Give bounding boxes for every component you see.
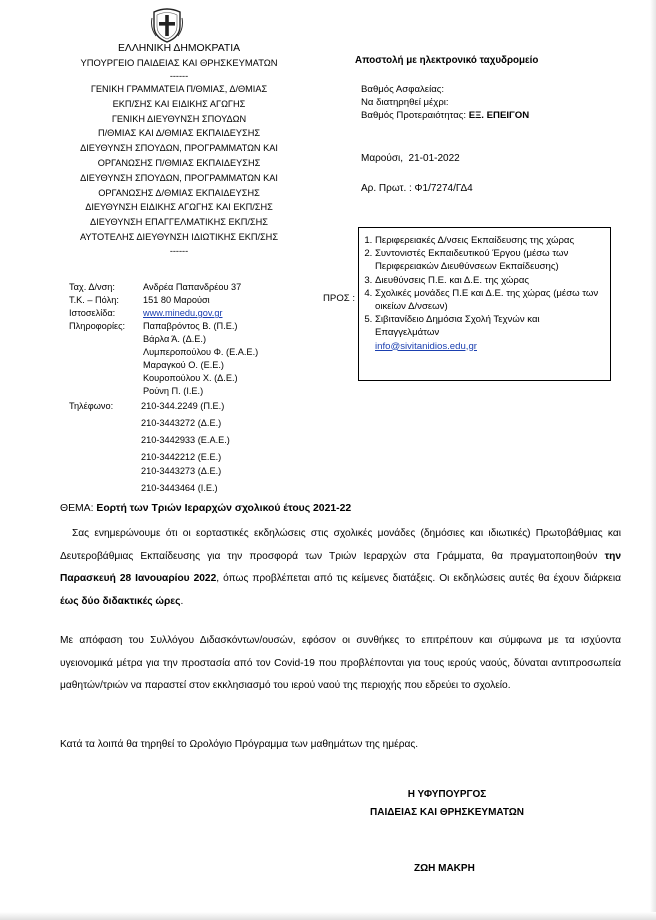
department-line: ΑΥΤΟΤΕΛΗΣ ΔΙΕΥΘΥΝΣΗ ΙΔΙΩΤΙΚΗΣ ΕΚΠ/ΣΗΣ — [79, 231, 279, 242]
priority-label: Βαθμός Προτεραιότητας: — [361, 110, 467, 121]
recipient-email-link[interactable]: info@sivitanidios.edu,gr — [375, 340, 477, 352]
body-paragraph: Κατά τα λοιπά θα τηρηθεί το Ωρολόγιο Πρόγραμμα των μαθημάτων της ημέρας. — [60, 739, 419, 750]
body-paragraph: Με απόφαση του Συλλόγου Διδασκόντων/ουσών, εφόσον οι συνθήκες το επιτρέπουν και σύμφωνα με τα ισχύοντα υγειονομικά μέτρα για την προστασία από τον Covid-19 που προβλέπονται για τους ιερούς ναούς, δύναται αντιπροσωπεία μαθητών/τριών να παραστεί στον εκκλησιασμό του ιερού ναού της περιοχής που εδρεύει το σχολείο. — [60, 635, 621, 691]
separator-line: ------ — [169, 71, 189, 81]
website-row — [69, 307, 223, 320]
department-line: ΕΚΠ/ΣΗΣ ΚΑΙ ΕΙΔΙΚΗΣ ΑΓΩΓΗΣ — [112, 98, 246, 109]
address-value: Ανδρέα Παπανδρέου 37 — [143, 282, 242, 292]
info-label: Πληροφορίες: — [69, 321, 126, 331]
department-line: ΟΡΓΑΝΩΣΗΣ Π/ΘΜΙΑΣ ΕΚΠΑΙΔΕΥΣΗΣ — [97, 157, 261, 168]
signature-title: ΠΑΙΔΕΙΑΣ ΚΑΙ ΘΡΗΣΚΕΥΜΑΤΩΝ — [370, 807, 524, 818]
retention-label: Να διατηρηθεί μέχρι: — [361, 97, 449, 108]
department-line: ΔΙΕΥΘΥΝΣΗ ΕΠΑΓΓΕΛΜΑΤΙΚΗΣ ΕΚΠ/ΣΗΣ — [90, 217, 268, 228]
info-person: Βάρλα Ά. (Δ.Ε.) — [143, 334, 207, 344]
department-line: ΔΙΕΥΘΥΝΣΗ ΣΠΟΥΔΩΝ, ΠΡΟΓΡΑΜΜΑΤΩΝ ΚΑΙ — [80, 172, 278, 183]
recipient-item: 1. Περιφερειακές Δ/νσεις Εκπαίδευσης της χώρας — [375, 234, 610, 247]
body-paragraph: Σας ενημερώνουμε ότι οι εορταστικές εκδηλώσεις στις σχολικές μονάδες (δημόσιες και ιδιωτικές) Πρωτοβάθμιας και Δευτεροβάθμιας Εκπαίδευσης για την προσφορά των Τριών Ιεραρχών στα Γράμματα, θα πραγματοποιηθούν την Παρασκευή 28 Ιανουαρίου 2022, όπως προβλέπεται από τις κείμενες διατάξεις. Οι εκδηλώσεις αυτές θα έχουν διάρκεια έως δύο διδακτικές ώρες. — [60, 528, 621, 607]
recipients-label: ΠΡΟΣ : — [323, 293, 356, 304]
signature-title: Η ΥΦΥΠΟΥΡΓΟΣ — [407, 789, 487, 800]
phone-number: 210-3443273 (Δ.Ε.) — [141, 466, 222, 476]
info-person: Ρούνη Π. (Ι.Ε.) — [143, 386, 204, 396]
info-person: Μαραγκού Ο. (Ε.Ε.) — [143, 360, 224, 370]
page-shadow — [650, 0, 656, 920]
info-row — [69, 320, 238, 333]
postal-label: Τ.Κ. – Πόλη: — [69, 295, 119, 305]
security-level-label: Βαθμός Ασφαλείας: — [361, 84, 445, 95]
separator-line: ------ — [169, 245, 189, 256]
subject-line — [60, 503, 351, 514]
priority-value: ΕΞ. ΕΠΕΙΓΟΝ — [468, 110, 530, 121]
recipient-item: 5. Σιβιτανίδειο Δημόσια Σχολή Τεχνών και Επαγγελμάτων — [375, 313, 610, 339]
issuer-header — [60, 42, 298, 257]
page-shadow — [0, 912, 656, 920]
address-row — [69, 281, 241, 294]
subject-label: ΘΕΜΑ: — [60, 503, 94, 514]
recipient-item: 2. Συντονιστές Εκπαιδευτικού Έργου (μέσω των Περιφερειακών Διευθύνσεων Εκπαίδευσης) — [375, 247, 610, 273]
phone-label: Τηλέφωνο: — [69, 401, 114, 411]
phone-number: 210-3442933 (Ε.Α.Ε.) — [141, 435, 230, 445]
country-name: ΕΛΛΗΝΙΚΗ ΔΗΜΟΚΡΑΤΙΑ — [117, 43, 241, 54]
department-line: ΔΙΕΥΘΥΝΣΗ ΕΙΔΙΚΗΣ ΑΓΩΓΗΣ ΚΑΙ ΕΚΠ/ΣΗΣ — [85, 202, 273, 213]
priority-row — [361, 110, 529, 121]
subject-text: Εορτή των Τριών Ιεραρχών σχολικού έτους 2021-22 — [96, 503, 352, 514]
recipient-item: 3. Διευθύνσεις Π.Ε. και Δ.Ε. της χώρας — [375, 274, 610, 287]
postal-row — [69, 294, 210, 307]
place-date: Μαρούσι, 21-01-2022 — [361, 153, 460, 164]
website-link[interactable]: www.minedu.gov.gr — [143, 308, 223, 318]
phone-number: 210-3443464 (Ι.Ε.) — [141, 483, 218, 493]
phone-number: 210-344.2249 (Π.Ε.) — [141, 401, 225, 411]
info-person: Κουροπούλου Χ. (Δ.Ε.) — [143, 373, 238, 383]
protocol-number: Αρ. Πρωτ. : Φ1/7274/ΓΔ4 — [361, 183, 473, 194]
info-person: Παπαβρόντος Β. (Π.Ε.) — [143, 321, 238, 331]
signatory-name: ΖΩΗ ΜΑΚΡΗ — [414, 863, 475, 874]
ministry-name: ΥΠΟΥΡΓΕΙΟ ΠΑΙΔΕΙΑΣ ΚΑΙ ΘΡΗΣΚΕΥΜΑΤΩΝ — [80, 57, 278, 68]
info-person: Λυμπεροπούλου Φ. (Ε.Α.Ε.) — [143, 347, 259, 357]
recipients-box — [358, 227, 611, 381]
postal-value: 151 80 Μαρούσι — [143, 295, 210, 305]
recipient-item: 4. Σχολικές μονάδες Π.Ε και Δ.Ε. της χώρας (μέσω των οικείων Δ/νσεων) — [375, 287, 610, 313]
signature-block — [352, 786, 542, 822]
department-line: ΓΕΝΙΚΗ ΔΙΕΥΘΥΝΣΗ ΣΠΟΥΔΩΝ — [111, 113, 247, 124]
department-line: ΓΕΝΙΚΗ ΓΡΑΜΜΑΤΕΙΑ Π/ΘΜΙΑΣ, Δ/ΘΜΙΑΣ — [90, 84, 268, 94]
phone-number: 210-3443272 (Δ.Ε.) — [141, 418, 222, 428]
department-line: ΔΙΕΥΘΥΝΣΗ ΣΠΟΥΔΩΝ, ΠΡΟΓΡΑΜΜΑΤΩΝ ΚΑΙ — [80, 143, 278, 154]
delivery-method: Αποστολή με ηλεκτρονικό ταχυδρομείο — [355, 55, 539, 66]
coat-of-arms-emblem — [150, 6, 184, 44]
department-line: Π/ΘΜΙΑΣ ΚΑΙ Δ/ΘΜΙΑΣ ΕΚΠΑΙΔΕΥΣΗΣ — [97, 128, 261, 139]
address-label: Ταχ. Δ/νση: — [69, 282, 115, 292]
department-line: ΟΡΓΑΝΩΣΗΣ Δ/ΘΜΙΑΣ ΕΚΠΑΙΔΕΥΣΗΣ — [98, 187, 260, 198]
website-label: Ιστοσελίδα: — [69, 308, 116, 318]
phone-number: 210-3442212 (Ε.Ε.) — [141, 452, 222, 462]
